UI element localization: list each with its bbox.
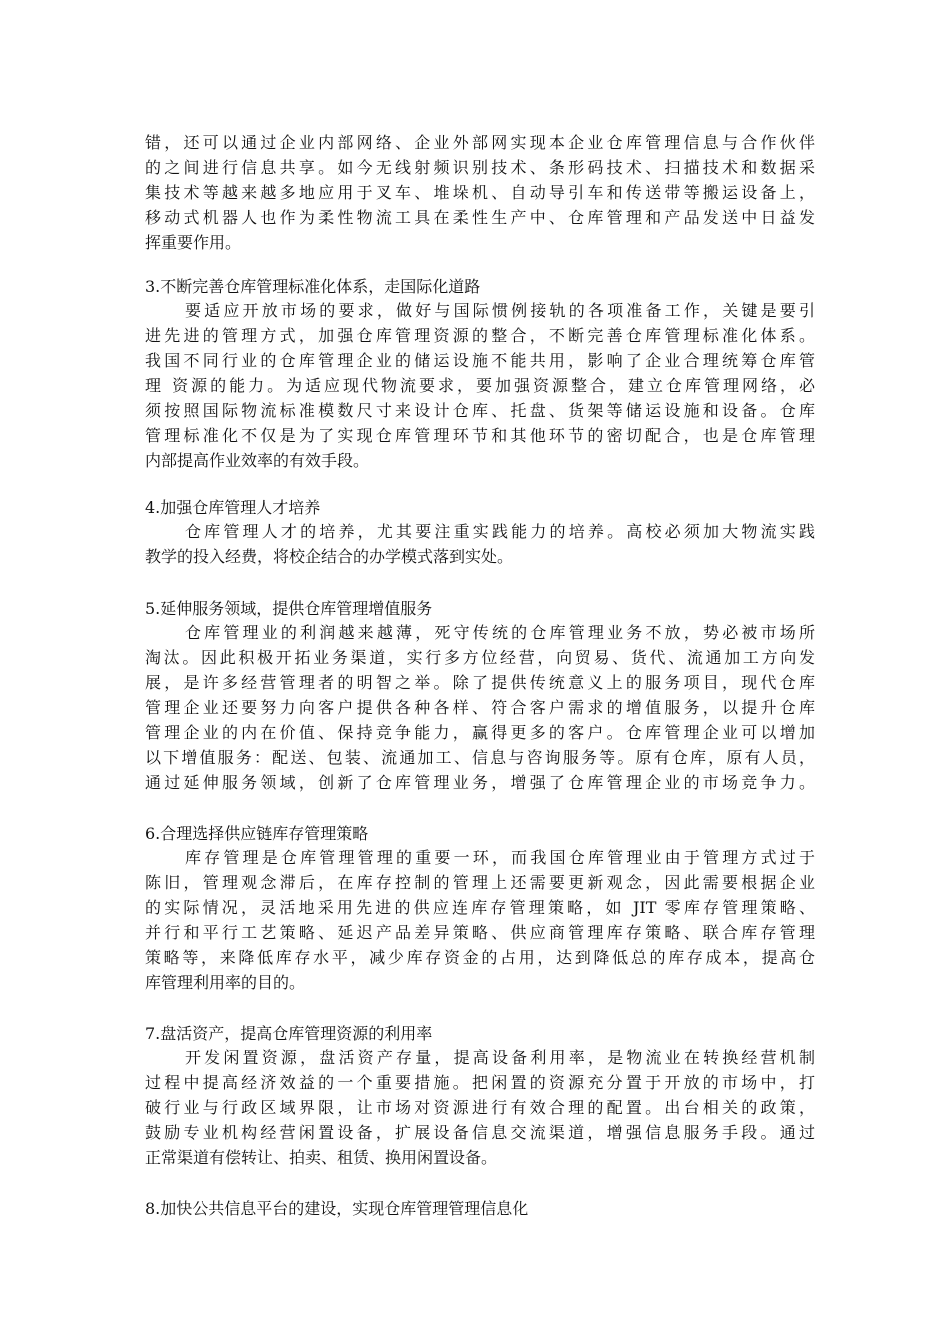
paragraph-line: 理 资源的能力。为适应现代物流要求，要加强资源整合，建立仓库管理网络，必 <box>145 376 815 395</box>
paragraph-line: 错，还可以通过企业内部网络、企业外部网实现本企业仓库管理信息与合作伙伴 <box>145 133 815 152</box>
paragraph-line: 淘汰。因此积极开拓业务渠道，实行多方位经营，向贸易、货代、流通加工方向发 <box>145 648 815 667</box>
section-heading: 8.加快公共信息平台的建设，实现仓库管理管理信息化 <box>145 1199 529 1218</box>
paragraph-line: 陈旧，管理观念滞后，在库存控制的管理上还需要更新观念，因此需要根据企业 <box>145 873 815 892</box>
paragraph-line: 管理企业的内在价值、保持竞争能力，赢得更多的客户。仓库管理企业可以增加 <box>145 723 815 742</box>
paragraph-line: 集技术等越来越多地应用于叉车、堆垛机、自动导引车和传送带等搬运设备上， <box>145 183 815 202</box>
paragraph-line: 移动式机器人也作为柔性物流工具在柔性生产中、仓库管理和产品发送中日益发 <box>145 208 815 227</box>
paragraph-line: 进先进的管理方式，加强仓库管理资源的整合，不断完善仓库管理标准化体系。 <box>145 326 815 345</box>
paragraph-line: 并行和平行工艺策略、延迟产品差异策略、供应商管理库存策略、联合库存管理 <box>145 923 815 942</box>
section-heading: 5.延伸服务领域，提供仓库管理增值服务 <box>145 599 433 618</box>
paragraph-line: 展，是许多经营管理者的明智之举。除了提供传统意义上的服务项目，现代仓库 <box>145 673 815 692</box>
paragraph-line: 开发闲置资源，盘活资产存量，提高设备利用率，是物流业在转换经营机制 <box>185 1048 815 1067</box>
paragraph-line: 管理标准化不仅是为了实现仓库管理环节和其他环节的密切配合，也是仓库管理 <box>145 426 815 445</box>
section-heading: 6.合理选择供应链库存管理策略 <box>145 824 369 843</box>
paragraph-line: 通过延伸服务领域，创新了仓库管理业务，增强了仓库管理企业的市场竞争力。 <box>145 773 815 792</box>
paragraph-line: 的实际情况，灵活地采用先进的供应连库存管理策略，如 JIT 零库存管理策略、 <box>145 898 815 917</box>
paragraph-line: 内部提高作业效率的有效手段。 <box>145 451 370 470</box>
paragraph-line: 我国不同行业的仓库管理企业的储运设施不能共用，影响了企业合理统筹仓库管 <box>145 351 815 370</box>
section-heading: 3.不断完善仓库管理标准化体系，走国际化道路 <box>145 277 481 296</box>
paragraph-line: 正常渠道有偿转让、拍卖、租赁、换用闲置设备。 <box>145 1148 498 1167</box>
section-heading: 4.加强仓库管理人才培养 <box>145 498 321 517</box>
paragraph-line: 要适应开放市场的要求，做好与国际惯例接轨的各项准备工作，关键是要引 <box>185 301 815 320</box>
paragraph-line: 过程中提高经济效益的一个重要措施。把闲置的资源充分置于开放的市场中，打 <box>145 1073 815 1092</box>
paragraph-line: 以下增值服务：配送、包装、流通加工、信息与咨询服务等。原有仓库，原有人员， <box>145 748 815 767</box>
paragraph-line: 教学的投入经费，将校企结合的办学模式落到实处。 <box>145 547 514 566</box>
paragraph-line: 库存管理是仓库管理管理的重要一环，而我国仓库管理业由于管理方式过于 <box>185 848 815 867</box>
paragraph-line: 须按照国际物流标准模数尺寸来设计仓库、托盘、货架等储运设施和设备。仓库 <box>145 401 815 420</box>
paragraph-line: 挥重要作用。 <box>145 233 242 252</box>
paragraph-line: 仓库管理人才的培养，尤其要注重实践能力的培养。高校必须加大物流实践 <box>185 522 815 541</box>
paragraph-line: 策略等，来降低库存水平，减少库存资金的占用，达到降低总的库存成本，提高仓 <box>145 948 815 967</box>
paragraph-line: 管理企业还要努力向客户提供各种各样、符合客户需求的增值服务，以提升仓库 <box>145 698 815 717</box>
paragraph-line: 仓库管理业的利润越来越薄，死守传统的仓库管理业务不放，势必被市场所 <box>185 623 815 642</box>
section-heading: 7.盘活资产，提高仓库管理资源的利用率 <box>145 1024 433 1043</box>
paragraph-line: 的之间进行信息共享。如今无线射频识别技术、条形码技术、扫描技术和数据采 <box>145 158 815 177</box>
paragraph-line: 破行业与行政区域界限，让市场对资源进行有效合理的配置。出台相关的政策， <box>145 1098 815 1117</box>
paragraph-line: 鼓励专业机构经营闲置设备，扩展设备信息交流渠道，增强信息服务手段。通过 <box>145 1123 815 1142</box>
paragraph-line: 库管理利用率的目的。 <box>145 973 306 992</box>
